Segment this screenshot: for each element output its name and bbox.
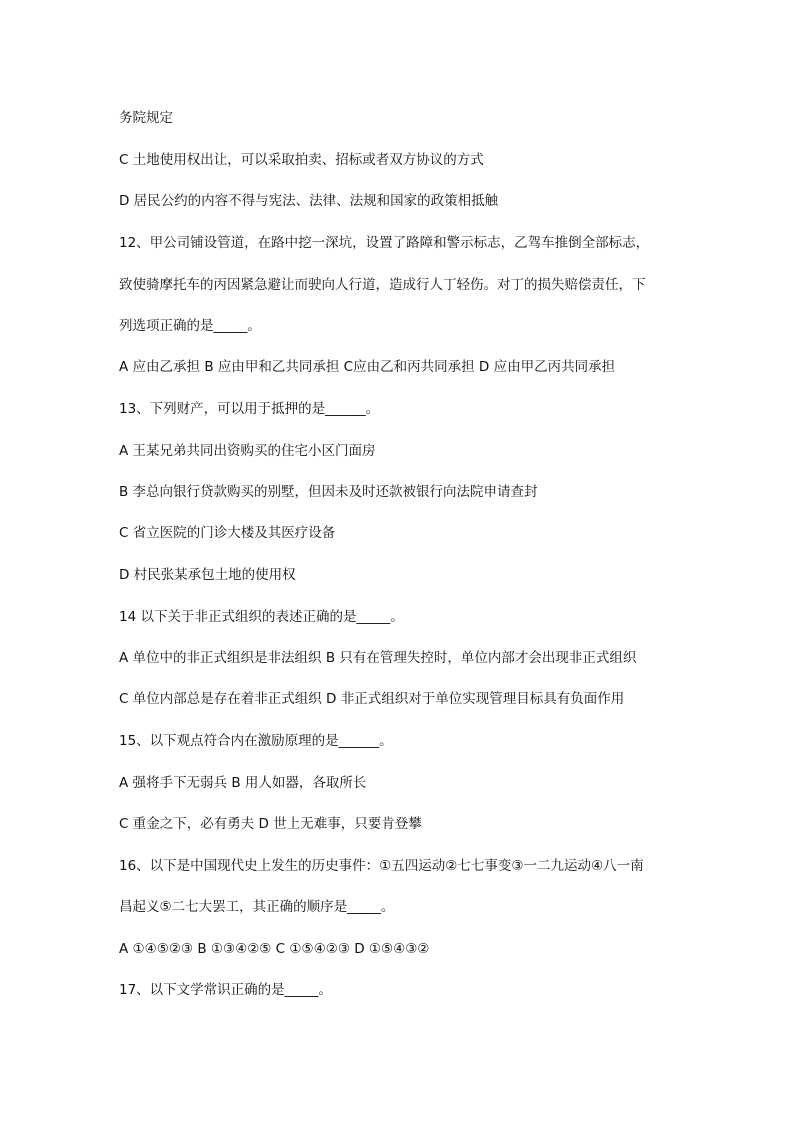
question-line: 13、下列财产，可以用于抵押的是______。: [119, 401, 380, 417]
option-line: A 强将手下无弱兵 B 用人如器，各取所长: [119, 775, 367, 791]
question-line: 致使骑摩托车的丙因紧急避让而驶向人行道，造成行人丁轻伤。对丁的损失赔偿责任，下: [119, 277, 646, 293]
option-line: C 土地使用权出让，可以采取拍卖、招标或者双方协议的方式: [119, 152, 484, 168]
option-line: C 重金之下，必有勇夫 D 世上无难事，只要肯登攀: [119, 816, 422, 832]
option-line: A ①④⑤②③ B ①③④②⑤ C ①⑤④②③ D ①⑤④③②: [119, 941, 430, 957]
question-line: 12、甲公司铺设管道，在路中挖一深坑，设置了路障和警示标志，乙驾车推倒全部标志，: [119, 235, 650, 251]
option-line: A 单位中的非正式组织是非法组织 B 只有在管理失控时，单位内部才会出现非正式组织: [119, 650, 637, 666]
option-line: A 王某兄弟共同出资购买的住宅小区门面房: [119, 443, 376, 459]
text-line-continuation: 务院规定: [119, 110, 173, 126]
question-line: 17、以下文学常识正确的是_____。: [119, 982, 332, 998]
question-line: 15、以下观点符合内在激励原理的是______。: [119, 733, 393, 749]
question-line: 14 以下关于非正式组织的表述正确的是_____。: [119, 609, 404, 625]
question-line: 昌起义⑤二七大罢工，其正确的顺序是_____。: [119, 899, 395, 915]
option-line: C 单位内部总是存在着非正式组织 D 非正式组织对于单位实现管理目标具有负面作用: [119, 691, 625, 707]
option-line: D 居民公约的内容不得与宪法、法律、法规和国家的政策相抵触: [119, 193, 499, 209]
option-line: B 李总向银行贷款购买的别墅，但因未及时还款被银行向法院申请查封: [119, 484, 538, 500]
question-line: 列选项正确的是_____。: [119, 318, 261, 334]
option-line: C 省立医院的门诊大楼及其医疗设备: [119, 525, 336, 541]
question-line: 16、以下是中国现代史上发生的历史事件：①五四运动②七七事变③一二九运动④八一南: [119, 858, 644, 874]
option-line: D 村民张某承包土地的使用权: [119, 567, 296, 583]
option-line: A 应由乙承担 B 应由甲和乙共同承担 C应由乙和丙共同承担 D 应由甲乙丙共同承担: [119, 359, 616, 375]
